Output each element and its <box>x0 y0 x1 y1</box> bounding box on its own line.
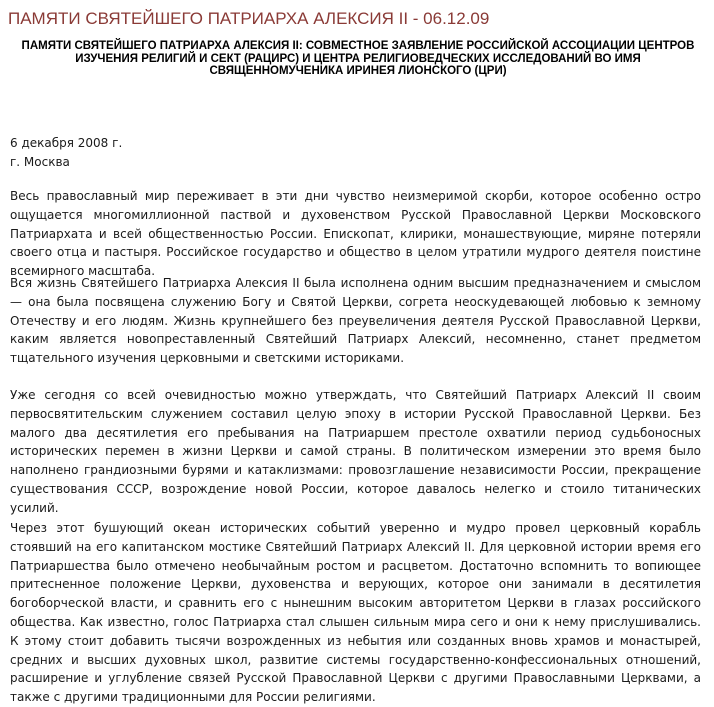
article-place: г. Москва <box>10 155 70 169</box>
article-subtitle: ПАМЯТИ СВЯТЕЙШЕГО ПАТРИАРХА АЛЕКСИЯ II: СОВМЕСТНОЕ ЗАЯВЛЕНИЕ РОССИЙСКОЙ АССОЦИАЦИИ ЦЕНТРОВ ИЗУЧЕНИЯ РЕЛИГИЙ И СЕКТ (РАЦИРС) И ЦЕНТРА РЕЛИГИОВЕДЧЕСКИХ ИССЛЕДОВАНИЙ ВО ИМЯ СВЯЩЕННОМУЧЕНИКА ИРИНЕЯ ЛИОНСКОГО (ЦРИ) <box>21 40 695 77</box>
paragraph-2: Вся жизнь Святейшего Патриарха Алексия II была исполнена одним высшим предназначением и смыслом — она была посвящена служению Богу и Святой Церкви, согрета неоскудевающей любовью к земному Отечеству и его людям. Жизнь крупнейшего без преувеличения деятеля Русской Православной Церкви, каким является новопреставленный Святейший Патриарх Алексий, несомненно, станет предметом тщательного изучения церковными и светскими историками. <box>10 276 701 366</box>
paragraph-3: Уже сегодня со всей очевидностью можно утверждать, что Святейший Патриарх Алексий II своим первосвятительским служением составил целую эпоху в истории Русской Православной Церкви. Без малого два десятилетия его пребывания на Патриаршем престоле охватили период судьбоносных исторических перемен в жизни Церкви и самой страны. В политическом измерении это время было наполнено грандиозными бурями и катаклизмами: провозглашение независимости России, прекращение существования СССР, возрождение новой России, которое давалось нелегко и стоило титанических усилий. <box>10 388 701 515</box>
paragraph-4: Через этот бушующий океан исторических событий уверенно и мудро провел церковный корабль стоявший на его капитанском мостике Святейший Патриарх Алексий II. Для церковной истории время его Патриаршества было отмечено необычайным ростом и расцветом. Достаточно вспомнить то вопиющее притесненное положение Церкви, духовенства и верующих, которое они занимали в десятилетия богоборческой власти, и сравнить его с нынешним высоким авторитетом Церкви в глазах российского общества. Как известно, голос Патриарха стал слышен сильным мира сего и они к нему прислушивались. К этому стоит добавить тысячи возрожденных из небытия или созданных вновь храмов и монастырей, средних и высших духовных школ, развитие системы государственно-конфессиональных отношений, расширение и углубление связей Русской Православной Церкви с другими Православными Церквами, а также с другими традиционными для России религиями. <box>10 521 701 705</box>
article-date: 6 декабря 2008 г. <box>10 136 123 150</box>
paragraph-1: Весь православный мир переживает в эти дни чувство неизмеримой скорби, которое особенно остро ощущается многомиллионной паствой и духовенством Русской Православной Церкви Московского Патриархата и всей общественностью России. Епископат, клирики, монашествующие, миряне потеряли своего отца и пастыря. Российское государство и общество в целом утратили мудрого деятеля поистине всемирного масштаба. <box>10 189 701 279</box>
page-title: ПАМЯТИ СВЯТЕЙШЕГО ПАТРИАРХА АЛЕКСИЯ II - 06.12.09 <box>8 9 490 28</box>
